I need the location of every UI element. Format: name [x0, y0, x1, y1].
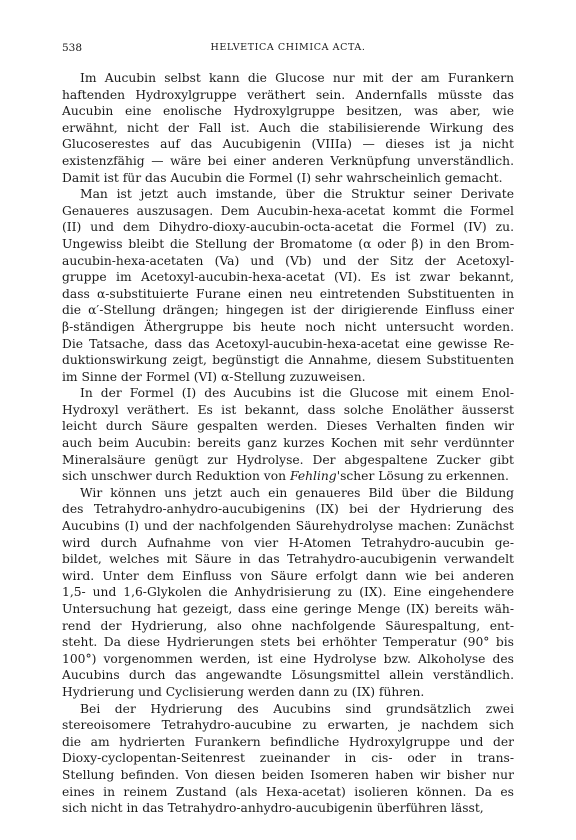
text-line: Im Aucubin selbst kann die Glucose nur mit der am Furankern	[80, 71, 514, 85]
text-line: duktionswirkung zeigt, begünstigt die Annahme, diesem Substituenten	[62, 353, 514, 368]
text-line: Damit ist für das Aucubin die Formel (I) sehr wahrscheinlich gemacht.	[62, 170, 503, 185]
text-line: Wir können uns jetzt auch ein genaueres Bild über die Bildung	[80, 485, 514, 500]
text-line: die α′-Stellung drängen; hingegen ist der dirigierende Einfluss einer	[62, 303, 514, 318]
italic-name: Fehling	[289, 469, 337, 484]
page-number: 538	[62, 42, 83, 54]
text-line: die am hydrierten Furankern befindliche Hydroxylgruppe und der	[62, 734, 514, 749]
text-line: Untersuchung hat gezeigt, dass eine geringe Menge (IX) bereits wäh-	[62, 602, 514, 616]
text-line: Ungewiss bleibt die Stellung der Bromatome (α oder β) in den Brom-	[62, 236, 514, 251]
paragraph	[62, 70, 514, 186]
text-line: im Sinne der Formel (VI) α-Stellung zuzuweisen.	[62, 369, 366, 384]
text-line: Dioxy-cyclopentan-Seitenrest zueinander in cis- oder in trans-	[62, 751, 514, 766]
running-head	[62, 40, 514, 56]
journal-title: HELVETICA CHIMICA ACTA.	[210, 42, 366, 53]
text-line: Die Tatsache, dass das Acetoxyl-aucubin-hexa-acetat eine gewisse Re-	[62, 336, 514, 351]
text-line: 1,5- und 1,6-Glykolen die Anhydrisierung zu (IX). Eine eingehendere	[62, 585, 514, 600]
text-line: sich nicht in das Tetrahydro-anhydro-aucubigenin überführen lässt,	[62, 801, 484, 816]
text-line: Hydrierung und Cyclisierung werden dann zu (IX) führen.	[62, 684, 425, 699]
body-text	[62, 70, 514, 817]
paragraph	[62, 186, 514, 385]
text-line: aucubin-hexa-acetaten (Va) und (Vb) und der Sitz der Acetoxyl-	[62, 253, 514, 268]
text-line: erwähnt, nicht der Fall ist. Auch die stabilisierende Wirkung des	[62, 120, 514, 135]
text-line: Mineralsäure genügt zur Hydrolyse. Der abgespaltene Zucker gibt	[62, 452, 514, 467]
text-line: rend der Hydrierung, also ohne nachfolgende Säurespaltung, ent-	[62, 618, 514, 633]
text-line: β-ständigen Äthergruppe bis heute noch nicht untersucht worden.	[62, 319, 514, 334]
paragraph	[62, 701, 514, 817]
text-line: dass α-substituierte Furane einen neu eintretenden Substituenten in	[62, 286, 514, 301]
paragraph	[62, 385, 514, 485]
text-line: Aucubin eine enolische Hydroxylgruppe besitzen, was aber, wie	[62, 104, 514, 119]
text-line: des Tetrahydro-anhydro-aucubigenins (IX) bei der Hydrierung des	[62, 502, 514, 517]
text-line: Hydroxyl veräthert. Es ist bekannt, dass solche Enoläther äusserst	[62, 402, 514, 417]
text-line: Stellung befinden. Von diesen beiden Isomeren haben wir bisher nur	[62, 767, 514, 782]
text-line: Genaueres auszusagen. Dem Aucubin-hexa-acetat kommt die Formel	[62, 203, 514, 218]
journal-page	[62, 40, 514, 817]
text-line: sich unschwer durch Reduktion von Fehling'scher Lösung zu erkennen.	[62, 469, 509, 484]
text-line: auch beim Aucubin: bereits ganz kurzes Kochen mit sehr verdünnter	[62, 436, 514, 451]
text-line: stereoisomere Tetrahydro-aucubine zu erwarten, je nachdem sich	[62, 718, 514, 733]
text-line: Aucubins durch das angewandte Lösungsmittel allein verständlich.	[62, 668, 514, 683]
text-line: wird. Unter dem Einfluss von Säure erfolgt dann wie bei anderen	[62, 568, 514, 583]
text-line: (II) und dem Dihydro-dioxy-aucubin-octa-acetat die Formel (IV) zu.	[62, 220, 514, 235]
paragraph	[62, 485, 514, 701]
text-line: existenzfähig — wäre bei einer anderen Verknüpfung unverständlich.	[62, 153, 514, 168]
text-line: bildet, welches mit Säure in das Tetrahydro-aucubigenin verwandelt	[62, 552, 514, 567]
text-line: Bei der Hydrierung des Aucubins sind grundsätzlich zwei	[80, 701, 514, 716]
text-line: leicht durch Säure gespalten werden. Dieses Verhalten finden wir	[62, 419, 514, 434]
text-line: eines in reinem Zustand (als Hexa-acetat) isolieren können. Da es	[62, 784, 514, 799]
text-line: steht. Da diese Hydrierungen stets bei erhöhter Temperatur (90° bis	[62, 635, 514, 650]
text-line: haftenden Hydroxylgruppe veräthert sein. Andernfalls müsste das	[62, 87, 514, 102]
text-line: Glucoserestes auf das Aucubigenin (VIIIa) — dieses ist ja nicht	[62, 137, 514, 152]
text-line: 100°) vorgenommen werden, ist eine Hydrolyse bzw. Alkoholyse des	[62, 651, 514, 666]
text-line: gruppe im Acetoxyl-aucubin-hexa-acetat (VI). Es ist zwar bekannt,	[62, 270, 514, 285]
text-line: Aucubins (I) und der nachfolgenden Säurehydrolyse machen: Zunächst	[62, 519, 514, 534]
text-line: Man ist jetzt auch imstande, über die Struktur seiner Derivate	[80, 187, 514, 202]
text-line: wird durch Aufnahme von vier H-Atomen Tetrahydro-aucubin ge-	[62, 535, 514, 550]
text-line: In der Formel (I) des Aucubins ist die Glucose mit einem Enol-	[80, 386, 514, 401]
